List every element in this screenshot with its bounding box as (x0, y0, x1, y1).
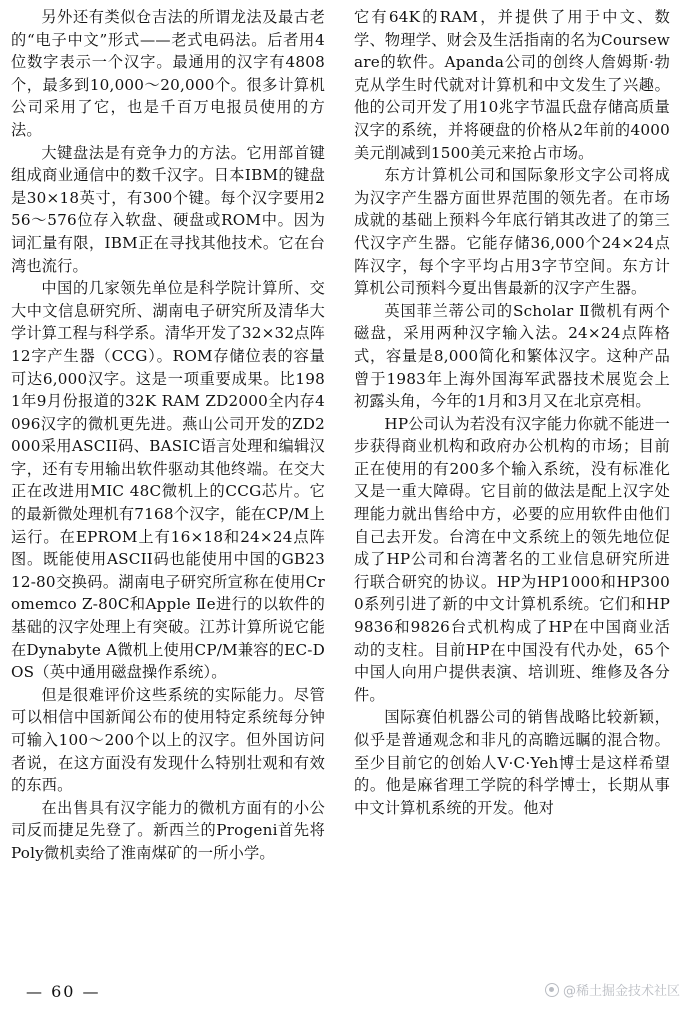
paragraph-oriental-computer: 东方计算机公司和国际象形文字公司将成为汉字产生器方面世界范围的领先者。在市场成就的基础上预料今年底行销其改进了的第三代汉字产生器。它能存储36,000个24×24点阵汉字，每个字平均占用3字节空间。东方计算机公司预料今夏出售最新的汉字产生器。 (354, 166, 670, 298)
watermark-text: @稀土掘金技术社区 (562, 984, 680, 999)
paragraph-evaluation: 但是很难评价这些系统的实际能力。尽管可以相信中国新闻公布的使用特定系统每分钟可输入100～200个以上的汉字。但外国访问者说，在这方面没有发现什么特别壮观和有效的东西。 (11, 685, 325, 795)
paragraph-large-keyboard: 大键盘法是有竞争力的方法。它用部首键组成商业通信中的数千汉字。日本IBM的键盘是30×18英寸，有300个键。每个汉字要用256～576位存入软盘、硬盘或ROM中。因为词汇量有限，IBM正在寻找其他技术。它在台湾也流行。 (11, 143, 325, 275)
page-number: — 60 — (26, 982, 101, 1001)
paragraph-telegraph-code: 另外还有类似仓吉法的所谓龙法及最古老的“电子中文”形式——老式电码法。后者用4位数字表示一个汉字。最通用的汉字有4808个，最多到10,000～20,000个。很多计算机公司采用了它，也是千百万电报员使用的方法。 (11, 8, 325, 139)
left-column (11, 6, 325, 865)
paragraph-hp: HP公司认为若没有汉字能力你就不能进一步获得商业机构和政府办公机构的市场；目前正在使用的有200多个输入系统，没有标准化又是一重大障碍。它目前的做法是配上汉字处理能力就出售给中方，必要的应用软件由他们自己去开发。台湾在中文系统上的领先地位促成了HP公司和台湾著名的工业信息研究所进行联合研究的协议。HP为HP1000和HP3000系列引进了新的中文计算机系统。它们和HP9836和9826台式机构成了HP在中国商业活动的支柱。目前HP在中国没有代办处，65个中国人向用户提供表演、培训班、维修及各分件。 (354, 414, 670, 704)
watermark (545, 980, 680, 999)
paragraph-cyber-machines: 国际赛伯机器公司的销售战略比较新颖，似乎是普通观念和非凡的高瞻远瞩的混合物。至少目前它的创始人V·C·Yeh博士是这样希望的。他是麻省理工学院的科学博士，长期从事中文计算机系统的开发。他对 (354, 708, 670, 817)
paragraph-ferranti-scholar: 英国菲兰蒂公司的Scholar Ⅱ微机有两个磁盘，采用两种汉字输入法。24×24点阵格式，容量是8,000简化和繁体汉字。这种产品曾于1983年上海外国海军武器技术展览会上初露头角，今年的1月和3月又在北京亮相。 (354, 301, 670, 411)
paragraph-small-companies: 在出售具有汉字能力的微机方面有的小公司反而捷足先登了。新西兰的Progeni首先将Poly微机卖给了淮南煤矿的一所小学。 (11, 798, 325, 862)
paragraph-chinese-institutes: 中国的几家领先单位是科学院计算所、交大中文信息研究所、湖南电子研究所及清华大学计算工程与科学系。清华开发了32×32点阵12字产生器（CCG）。ROM存储位表的容量可达6,000汉字。这是一项重要成果。比1981年9月份报道的32K RAM ZD2000全内存4096汉字的微机更先进。燕山公司开发的ZD2000采用ASCII码、BASIC语言处理和编辑汉字，还有专用输出软件驱动其他终端。在交大正在改进用MIC 48C微机上的CCG芯片。它的最新微处理机有7168个汉字，能在CP/M上运行。在EPROM上有16×18和24×24点阵图。既能使用ASCII码也能使用中国的GB2312-80交换码。湖南电子研究所宣称在使用Cromemco Z-80C和Apple Ⅱe进行的以软件的基础的汉字处理上有突破。江苏计算所说它能在Dynabyte A微机上使用CP/M兼容的EC-DOS（英中通用磁盘操作系统）。 (11, 279, 325, 682)
circle-logo-icon (545, 983, 559, 997)
paragraph-continuation: 它有64K的RAM，并提供了用于中文、数学、物理学、财会及生活指南的名为Courseware的软件。Apanda公司的创终人詹姆斯·勃克从学生时代就对计算机和中文发生了兴趣。他的公司开发了用10兆字节温氏盘存储高质量汉字的系统，并将硬盘的价格从2年前的4000美元削减到1500美元来抢占市场。 (354, 8, 670, 162)
right-column (354, 6, 670, 819)
